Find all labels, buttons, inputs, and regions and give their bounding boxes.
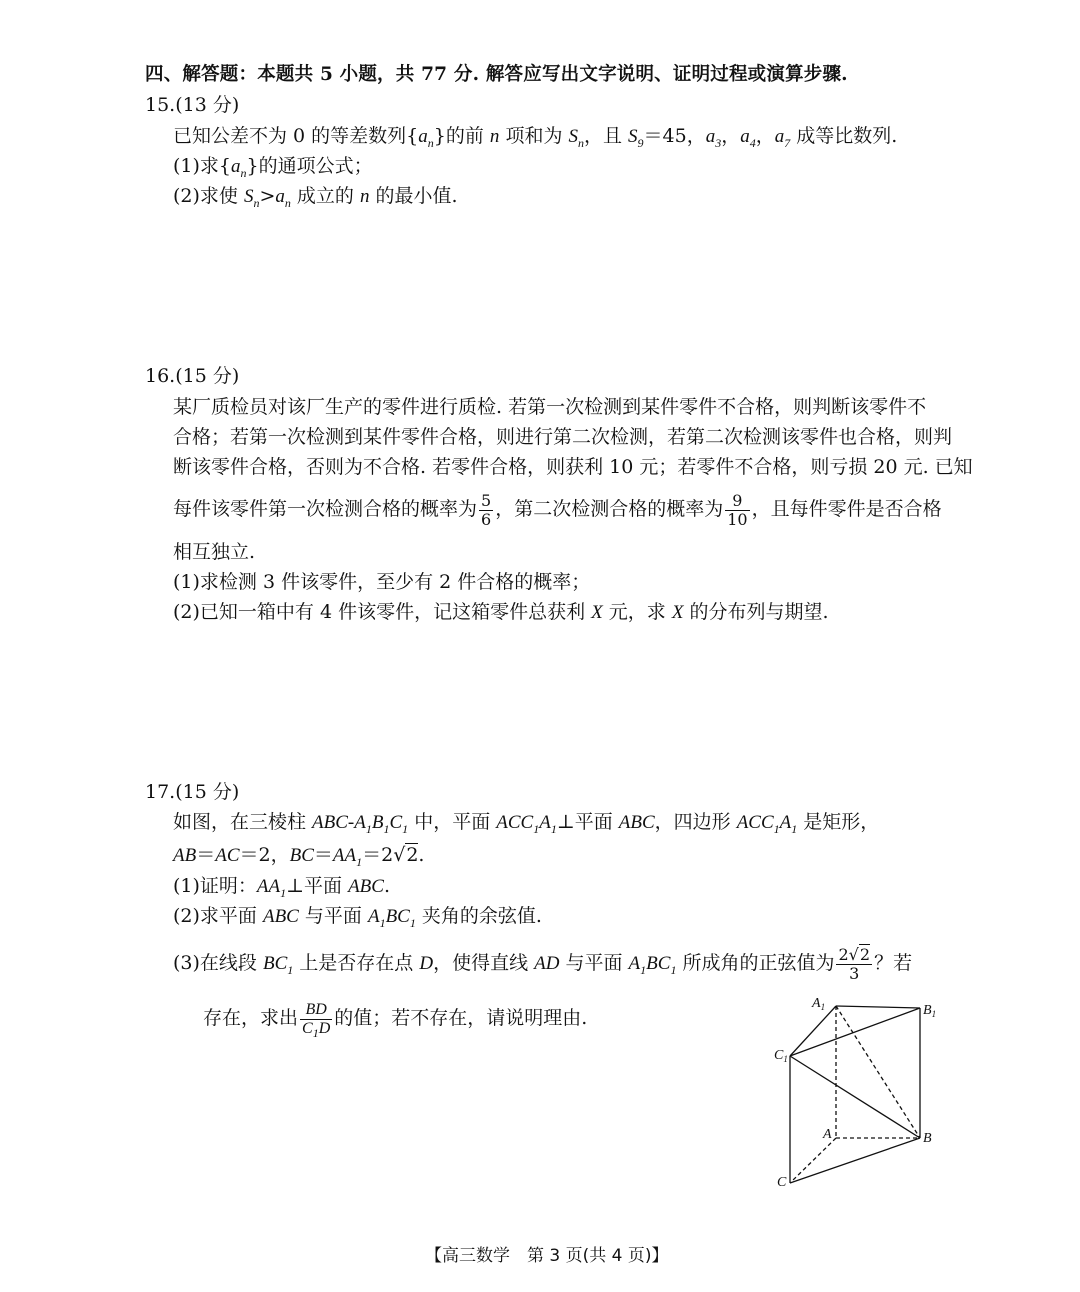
q16-title xyxy=(145,367,239,386)
q17-part3-cont: 存在，求出 $\frac{BD}{C_1D}$ 的值；若不存在，请说明理由. xyxy=(203,1000,588,1040)
q15-part2: (2)求使 $S_n>a_n$ 成立的 n 的最小值. xyxy=(173,185,458,210)
edge-a1-b1 xyxy=(836,1006,920,1008)
q16-line2: 合格；若第一次检测到某件零件合格，则进行第二次检测，若第二次检测该零件也合格，则判 xyxy=(173,426,953,448)
fraction-5-6: $\frac{5}{6}$ xyxy=(481,490,492,529)
q15-stem: 已知公差不为 0 的等差数列$\{a_n\}$的前 n 项和为 $S_n$，且 $S_9=45$，$a_3$，$a_4$，$a_7$ 成等比数列. xyxy=(173,125,898,150)
label-a1: $A_1$ xyxy=(812,996,826,1012)
q16-part1: (1)求检测 3 件该零件，至少有 2 件合格的概率； xyxy=(173,571,591,593)
q17-line1: 如图，在三棱柱 ABC-$A_1B_1C_1$ 中，平面 $ACC_1A_1\perp$平面 ABC，四边形 $ACC_1A_1$ 是矩形， xyxy=(173,811,880,836)
q17-part1: (1)证明：$AA_1\perp$平面 ABC. xyxy=(173,875,390,900)
fraction-bd-c1d: $\frac{BD}{C_1D}$ xyxy=(302,1000,331,1040)
q16-line1: 某厂质检员对该厂生产的零件进行质检. 若第一次检测到某件零件不合格，则判断该零件不 xyxy=(173,396,927,418)
q17-score: (15 分) xyxy=(175,781,240,803)
q16-number: 16. xyxy=(145,365,176,387)
edge-c1-b1 xyxy=(790,1008,920,1056)
label-c: C xyxy=(777,1175,787,1190)
page-footer: 【高三数学 第 3 页(共 4 页)】 xyxy=(425,1246,669,1266)
q15-number: 15. xyxy=(145,94,176,116)
label-b1: $B_1$ xyxy=(923,1003,937,1019)
label-a: A xyxy=(823,1127,832,1142)
label-c1: $C_1$ xyxy=(774,1048,788,1064)
q16-line5: 相互独立. xyxy=(173,541,256,563)
q15-part1: (1)求$\{a_n\}$的通项公式； xyxy=(173,155,373,180)
edge-a1-b-hidden xyxy=(836,1006,920,1138)
q17-part2: (2)求平面 ABC 与平面 $A_1BC_1$ 夹角的余弦值. xyxy=(173,905,542,930)
q17-line2: AB＝AC＝2，$BC=AA_1=2√2$. xyxy=(173,844,425,869)
prism-figure xyxy=(760,990,960,1200)
q15-title xyxy=(145,96,239,115)
fraction-2root2-3: $\frac{2√2}{3}$ xyxy=(838,944,871,983)
q16-score: (15 分) xyxy=(175,365,240,387)
q15-score: (13 分) xyxy=(175,94,240,116)
section-header: 四、解答题：本题共 5 小题，共 77 分. 解答应写出文字说明、证明过程或演算步骤. xyxy=(145,64,848,85)
q16-line4: 每件该零件第一次检测合格的概率为 $\frac{5}{6}$ ，第二次检测合格的概率为 $\frac{9}{10}$ ，且每件零件是否合格 xyxy=(173,490,942,529)
q17-part3: (3)在线段 $BC_1$ 上是否存在点 D，使得直线 AD 与平面 $A_1BC_1$ 所成角的正弦值为 $\frac{2√2}{3}$ ？若 xyxy=(173,944,913,983)
edge-c1-a1 xyxy=(790,1006,836,1056)
q16-line3: 断该零件合格，否则为不合格. 若零件合格，则获利 10 元；若零件不合格，则亏损 20 元. 已知 xyxy=(173,456,973,478)
q16-part2: (2)已知一箱中有 4 件该零件，记这箱零件总获利 X 元，求 X 的分布列与期望. xyxy=(173,601,829,623)
label-b: B xyxy=(923,1131,932,1146)
q17-title xyxy=(145,783,239,802)
fraction-9-10: $\frac{9}{10}$ xyxy=(727,490,748,529)
edge-c-b xyxy=(790,1138,920,1183)
q17-number: 17. xyxy=(145,781,176,803)
edge-c1-b xyxy=(790,1056,920,1138)
edge-a-c-hidden xyxy=(790,1138,836,1183)
